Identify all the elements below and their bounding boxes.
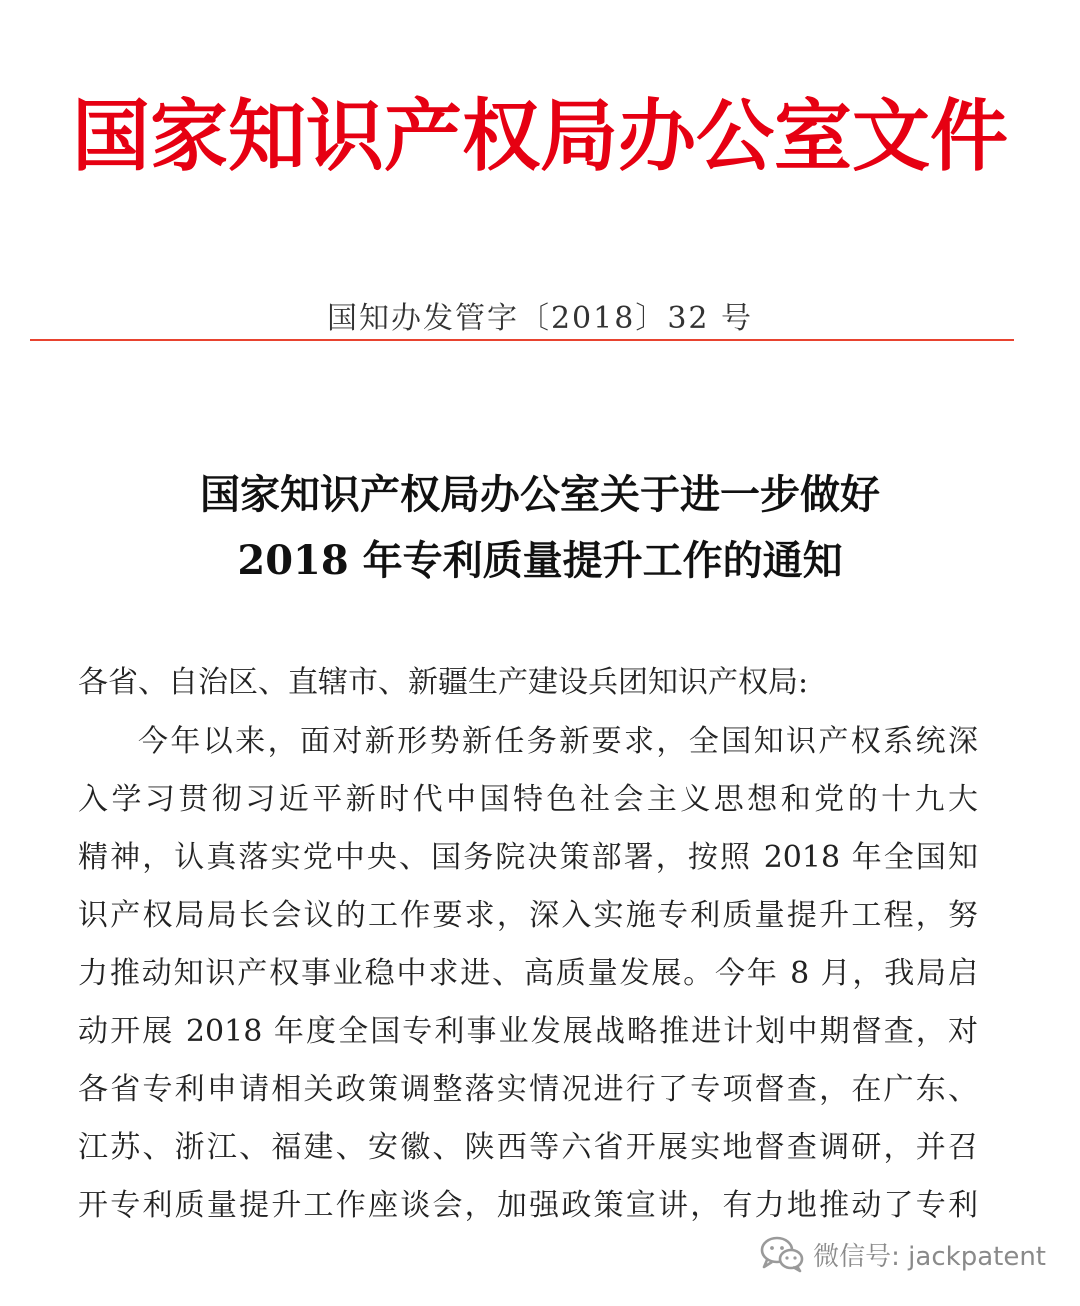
body-line: 各省专利申请相关政策调整落实情况进行了专项督查，在广东、 [78, 1072, 978, 1107]
salutation: 各省、自治区、直辖市、新疆生产建设兵团知识产权局: [78, 665, 809, 700]
body-line: 精神，认真落实党中央、国务院决策部署，按照 2018 年全国知 [78, 840, 978, 875]
body-line: 入学习贯彻习近平新时代中国特色社会主义思想和党的十九大 [78, 782, 978, 817]
notice-title-line-2: 2018 年专利质量提升工作的通知 [237, 537, 843, 584]
body-line: 识产权局局长会议的工作要求，深入实施专利质量提升工程，努 [78, 898, 978, 933]
watermark [759, 1234, 1046, 1274]
body-line: 力推动知识产权事业稳中求进、高质量发展。今年 8 月，我局启 [78, 956, 978, 991]
body-line: 江苏、浙江、福建、安徽、陕西等六省开展实地督查调研，并召 [78, 1130, 978, 1165]
body-line: 今年以来，面对新形势新任务新要求，全国知识产权系统深 [138, 724, 978, 759]
body-line: 动开展 2018 年度全国专利事业发展战略推进计划中期督查，对 [78, 1014, 978, 1049]
body-text [78, 713, 978, 1235]
wechat-icon [759, 1235, 805, 1273]
body-line: 开专利质量提升工作座谈会，加强政策宣讲，有力地推动了专利 [78, 1188, 978, 1223]
document-number: 国知办发管字〔2018〕32 号 [326, 301, 754, 336]
document-header: 国家知识产权局办公室文件 [71, 91, 1008, 182]
notice-title-line-1: 国家知识产权局办公室关于进一步做好 [200, 471, 880, 518]
notice-title [0, 462, 1080, 594]
red-divider [30, 339, 1014, 341]
watermark-label: 微信号: jackpatent [813, 1241, 1046, 1272]
